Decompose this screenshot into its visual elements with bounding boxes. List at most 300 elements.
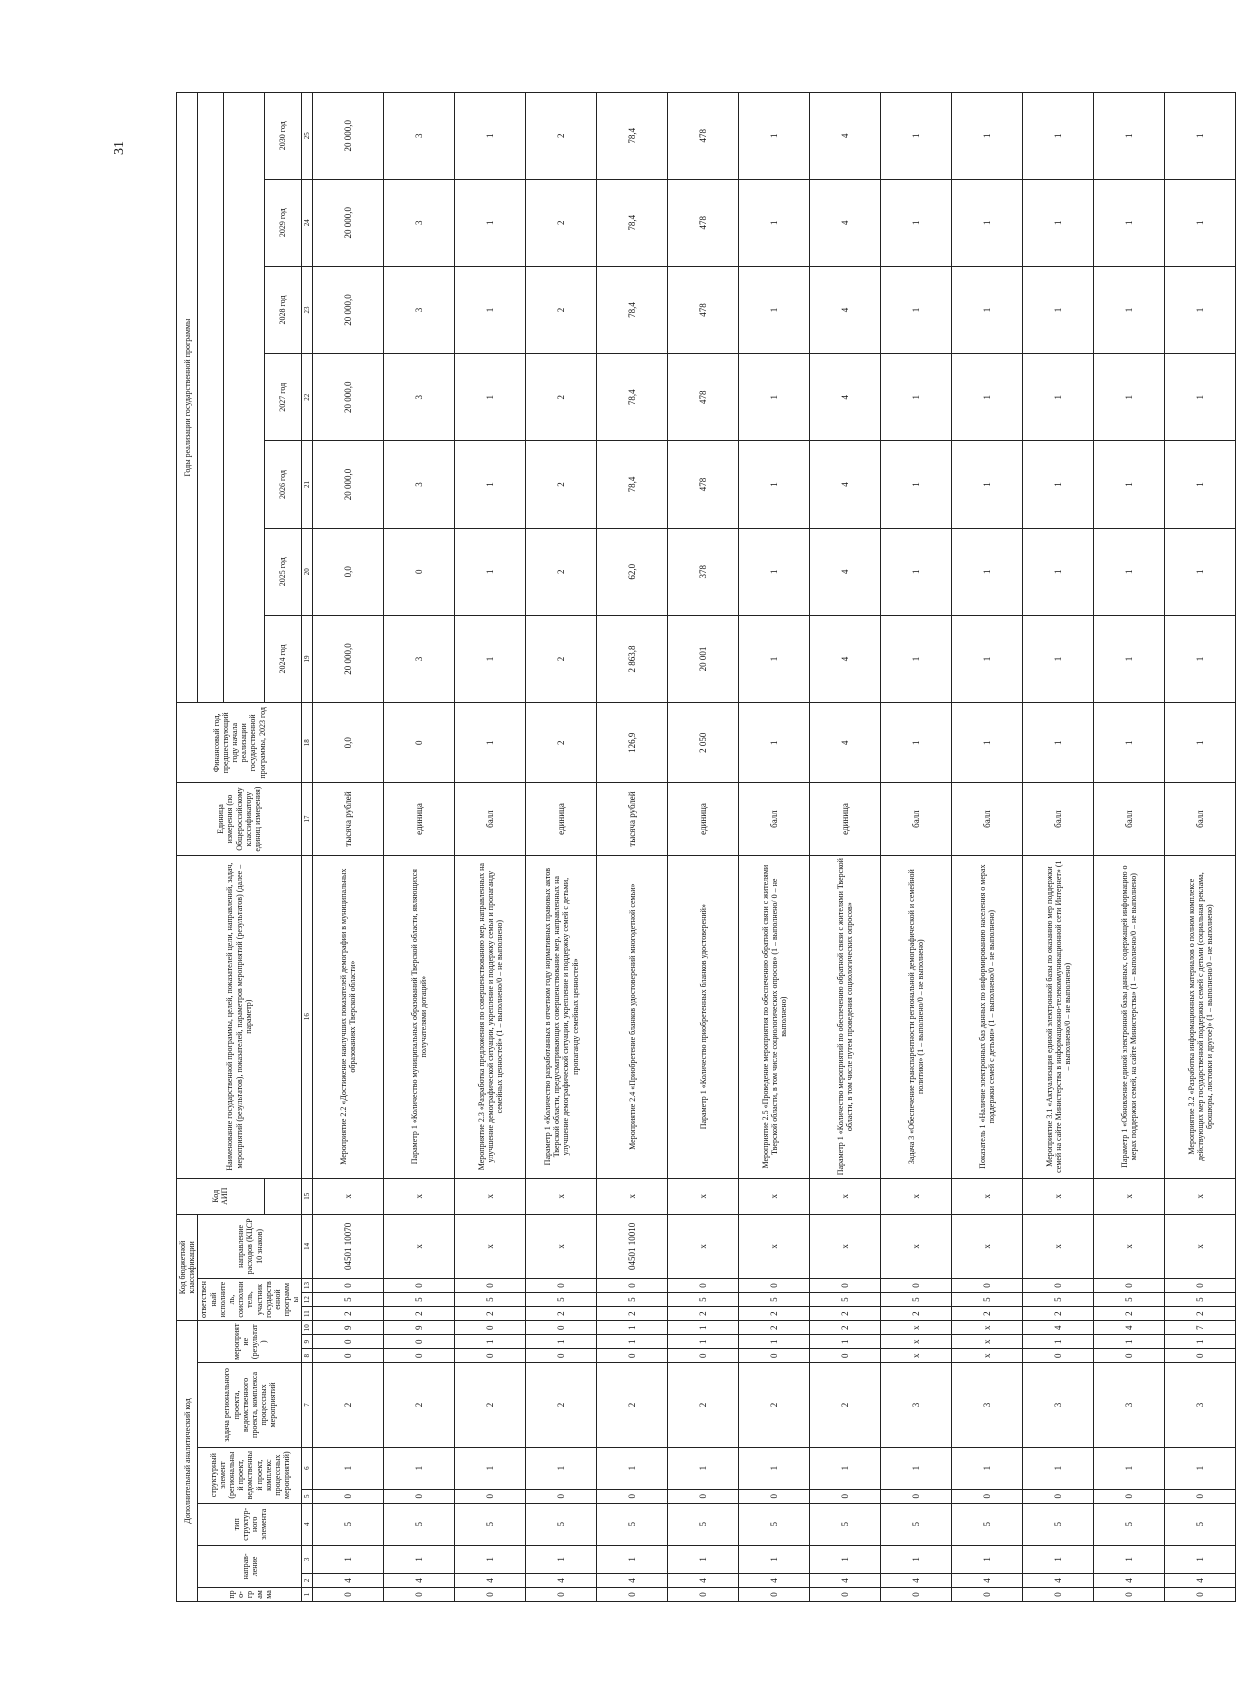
year-value: 1 [1023,266,1094,353]
code-cell: 0 [881,1587,952,1601]
code-cell: 0 [739,1587,810,1601]
code-cell: х [526,1178,597,1214]
page-number: 31 [112,141,127,155]
base-year-value: 1 [881,703,952,783]
code-cell: 0 [313,1349,384,1363]
code-cell: 2 [810,1321,881,1335]
code-cell: 0 [1165,1349,1236,1363]
code-cell: 04501 10010 [597,1214,668,1278]
code-cell: 4 [1094,1321,1165,1335]
code-cell: 1 [455,1335,526,1349]
code-cell: 1 [526,1545,597,1573]
column-number: 8 [302,1349,313,1363]
column-number: 16 [302,855,313,1178]
base-year-value: 2 050 [668,703,739,783]
code-cell: 0 [952,1587,1023,1601]
code-cell: 5 [1023,1503,1094,1545]
column-number: 21 [302,441,313,528]
code-cell: 1 [1094,1447,1165,1489]
table-row [526,93,597,1602]
table-row [455,93,526,1602]
header-fin-year: Финансовый год, предшествующий году начала реализации государственной программы, 2023 год [177,703,302,783]
year-value: 1 [455,354,526,441]
year-value: 2 [526,354,597,441]
year-value: 1 [1023,528,1094,615]
code-cell: 5 [526,1503,597,1545]
column-number: 7 [302,1363,313,1447]
year-value: 1 [881,179,952,266]
column-number: 4 [302,1503,313,1545]
year-value: 1 [739,615,810,702]
table-row [881,93,952,1602]
column-number: 3 [302,1545,313,1573]
item-name: Мероприятие 3.2 «Разработка информационных материалов о полном комплексе действующих мер государственной поддержки семей с детьми (социальная реклама, брошюры, листовки и другое)» (1 – выполнено/0 – не выполнено) [1165,855,1236,1178]
code-cell: 0 [1094,1349,1165,1363]
code-cell: 1 [1094,1335,1165,1349]
year-2027: 2027 год [264,354,302,441]
year-value: 1 [1094,354,1165,441]
year-2030: 2030 год [264,93,302,180]
year-value: 78,4 [597,441,668,528]
code-cell: х [739,1178,810,1214]
code-cell: 1 [313,1447,384,1489]
year-value: 78,4 [597,266,668,353]
table-row [668,93,739,1602]
code-cell: 2 [1165,1307,1236,1321]
code-cell: 2 [384,1363,455,1447]
code-cell: 0 [313,1489,384,1503]
code-cell: 0 [526,1489,597,1503]
code-cell: 1 [1165,1545,1236,1573]
code-cell: х [455,1214,526,1278]
code-cell: 0 [1094,1587,1165,1601]
code-cell: 2 [739,1363,810,1447]
year-value: 78,4 [597,354,668,441]
code-cell: 2 [668,1307,739,1321]
year-value: 1 [739,354,810,441]
unit-cell: балл [952,783,1023,855]
item-name: Мероприятие 2.3 «Разработка предложения по совершенствованию мер, направленных на улучшение демографической ситуации, укрепление и поддержку семьи и пропаганду семейных ценностей» (1 – выполнено/0 – не выполнено) [455,855,526,1178]
base-year-value: 1 [952,703,1023,783]
code-cell: 5 [1165,1503,1236,1545]
item-name: Задача 3 «Обеспечение транспарентности региональной демографической и семейной политики» (1 – выполнено/0 – не выполнено) [881,855,952,1178]
code-cell: 2 [739,1321,810,1335]
code-cell: 0 [384,1587,455,1601]
code-cell: 0 [739,1279,810,1293]
column-number: 10 [302,1321,313,1335]
code-cell: 3 [952,1363,1023,1447]
code-cell: 4 [1023,1321,1094,1335]
year-2026: 2026 год [264,441,302,528]
code-cell: 2 [384,1307,455,1321]
code-cell: 1 [455,1447,526,1489]
code-cell: 0 [1165,1587,1236,1601]
code-cell: 4 [455,1573,526,1587]
column-number-row [302,93,313,1602]
code-cell: х [810,1214,881,1278]
code-cell: х [1094,1214,1165,1278]
code-cell: 0 [455,1489,526,1503]
year-value: 1 [455,441,526,528]
column-number: 19 [302,615,313,702]
code-cell: х [384,1178,455,1214]
code-cell: 1 [739,1545,810,1573]
code-cell: х [952,1335,1023,1349]
code-cell: 2 [810,1363,881,1447]
code-cell: 5 [384,1503,455,1545]
base-year-value: 0 [384,703,455,783]
code-cell: х [384,1214,455,1278]
code-cell: 4 [384,1573,455,1587]
code-cell: х [1165,1178,1236,1214]
column-number: 20 [302,528,313,615]
code-cell: 1 [810,1545,881,1573]
code-cell: х [526,1214,597,1278]
base-year-value: 126,9 [597,703,668,783]
year-value: 4 [810,179,881,266]
code-cell: 5 [952,1293,1023,1307]
code-cell: 5 [739,1503,810,1545]
item-name: Мероприятие 3.1 «Актуализация единой электронной базы по оказанию мер поддержки семей на сайте Министерства в информационно-телекоммуникационной сети Интернет» (1 – выполнено/0 – не выполнено) [1023,855,1094,1178]
code-cell: 0 [1023,1279,1094,1293]
code-cell: 0 [455,1349,526,1363]
year-value: 478 [668,266,739,353]
code-cell: 1 [952,1545,1023,1573]
code-cell: х [1165,1214,1236,1278]
unit-cell: единица [810,783,881,855]
code-cell: 1 [810,1447,881,1489]
year-value: 4 [810,354,881,441]
year-value: 20 001 [668,615,739,702]
header-napravlenie: направ-ление [198,1545,302,1587]
code-cell: 5 [597,1503,668,1545]
year-value: 2 [526,93,597,180]
year-value: 1 [952,179,1023,266]
program-table [176,92,1236,1602]
unit-cell: тысяча рублей [597,783,668,855]
code-cell: 0 [597,1587,668,1601]
base-year-value: 1 [455,703,526,783]
year-value: 0,0 [313,528,384,615]
code-cell: 2 [526,1307,597,1321]
year-value: 20 000,0 [313,354,384,441]
year-value: 4 [810,266,881,353]
year-value: 3 [384,354,455,441]
code-cell: х [952,1349,1023,1363]
year-value: 20 000,0 [313,93,384,180]
year-value: 478 [668,93,739,180]
year-value: 1 [881,266,952,353]
year-value: 1 [952,354,1023,441]
item-name: Мероприятие 2.2 «Достижение наилучших показателей демографии в муниципальных образованиях Тверской области» [313,855,384,1178]
code-cell: х [881,1349,952,1363]
code-cell: 2 [597,1363,668,1447]
year-value: 1 [455,93,526,180]
year-value: 478 [668,354,739,441]
code-cell: 1 [1023,1335,1094,1349]
code-cell: 5 [313,1293,384,1307]
year-value: 1 [1023,441,1094,528]
code-cell: 7 [1165,1321,1236,1335]
code-cell: 0 [1023,1587,1094,1601]
code-cell: 0 [597,1349,668,1363]
code-cell: 1 [384,1447,455,1489]
year-value: 20 000,0 [313,615,384,702]
column-number: 1 [302,1587,313,1601]
code-cell: 1 [668,1335,739,1349]
code-cell: х [952,1178,1023,1214]
code-cell: 1 [952,1447,1023,1489]
year-value: 1 [881,528,952,615]
code-cell: х [668,1214,739,1278]
header-otv: ответственный исполнитель, соисполнитель, участник государственной программы [198,1279,302,1321]
year-2025: 2025 год [264,528,302,615]
code-cell: 0 [1165,1489,1236,1503]
code-cell: 5 [1094,1293,1165,1307]
column-number: 17 [302,783,313,855]
code-cell: 1 [597,1335,668,1349]
code-cell: 4 [1094,1573,1165,1587]
code-cell: 2 [597,1307,668,1321]
year-value: 1 [1023,615,1094,702]
base-year-value: 1 [1023,703,1094,783]
code-cell: 5 [1094,1503,1165,1545]
year-value: 62,0 [597,528,668,615]
column-number: 6 [302,1447,313,1489]
code-cell: 2 [952,1307,1023,1321]
code-cell: 9 [313,1321,384,1335]
year-value: 0 [384,528,455,615]
code-cell: 0 [668,1489,739,1503]
code-cell: 1 [597,1447,668,1489]
year-value: 1 [1165,354,1236,441]
code-cell: 3 [881,1363,952,1447]
year-value: 1 [881,93,952,180]
code-cell: 0 [313,1587,384,1601]
code-cell: 2 [455,1307,526,1321]
year-value: 78,4 [597,179,668,266]
code-cell: 1 [739,1335,810,1349]
code-cell: 1 [526,1335,597,1349]
year-value: 4 [810,615,881,702]
year-value: 1 [1023,179,1094,266]
code-cell: 0 [455,1279,526,1293]
code-cell: х [597,1178,668,1214]
code-cell: 4 [1023,1573,1094,1587]
column-number: 23 [302,266,313,353]
year-value: 1 [881,441,952,528]
code-cell: х [1094,1178,1165,1214]
table-row [1094,93,1165,1602]
table-row [313,93,384,1602]
header-strukt: структурный элемент (региональный проект, ведомственный проект, комплекс процессных мероприятий) [198,1447,302,1503]
code-cell: 3 [1023,1363,1094,1447]
code-cell: х [881,1178,952,1214]
column-number: 14 [302,1214,313,1278]
code-cell: х [1023,1214,1094,1278]
code-cell: 1 [739,1447,810,1489]
column-number: 5 [302,1489,313,1503]
rotated-table-container [176,92,1215,1602]
item-name: Параметр 1 «Количество приобретенных бланков удостоверений» [668,855,739,1178]
year-value: 1 [739,266,810,353]
column-number: 12 [302,1293,313,1307]
code-cell: 2 [739,1307,810,1321]
code-cell: 5 [668,1503,739,1545]
year-value: 2 [526,179,597,266]
code-cell: 5 [526,1293,597,1307]
code-cell: 0 [668,1587,739,1601]
table-row [1023,93,1094,1602]
code-cell: 1 [384,1545,455,1573]
code-cell: 3 [1165,1363,1236,1447]
header-aip: Код АИП [177,1178,265,1214]
year-value: 1 [952,441,1023,528]
code-cell: 4 [1165,1573,1236,1587]
unit-cell: балл [1094,783,1165,855]
unit-cell: единица [526,783,597,855]
column-number: 9 [302,1335,313,1349]
year-value: 1 [739,179,810,266]
header-zadacha: задача регионального проекта, ведомственного проекта, комплекса процессных мероприятий [198,1363,302,1447]
code-cell: х [952,1321,1023,1335]
code-cell: 0 [952,1279,1023,1293]
code-cell: 0 [739,1349,810,1363]
unit-cell: единица [668,783,739,855]
year-value: 1 [1023,354,1094,441]
year-value: 1 [739,93,810,180]
year-2028: 2028 год [264,266,302,353]
code-cell: 0 [526,1349,597,1363]
column-number: 15 [302,1178,313,1214]
table-row [1165,93,1236,1602]
code-cell: 2 [313,1307,384,1321]
year-value: 4 [810,441,881,528]
item-name: Мероприятие 2.5 «Проведение мероприятия по обеспечению обратной связи с жителями Тверской области, в том числе социологических опросов» (1 – выполнено/ 0 – не выполнено) [739,855,810,1178]
code-cell: х [881,1214,952,1278]
year-value: 1 [1023,93,1094,180]
table-row [810,93,881,1602]
code-cell: 1 [1023,1447,1094,1489]
code-cell: 0 [1023,1489,1094,1503]
year-value: 1 [739,528,810,615]
year-value: 3 [384,615,455,702]
code-cell: 1 [1094,1545,1165,1573]
code-cell: 4 [881,1573,952,1587]
code-cell: 4 [810,1573,881,1587]
header-meropr: мероприятие (результат) [198,1321,302,1363]
unit-cell: единица [384,783,455,855]
code-cell: 1 [810,1335,881,1349]
year-value: 1 [952,266,1023,353]
code-cell: 0 [384,1489,455,1503]
column-number: 22 [302,354,313,441]
code-cell: 4 [739,1573,810,1587]
code-cell: х [881,1335,952,1349]
item-name: Параметр 1 «Количество мероприятий по обеспечению обратной связи с жителями Тверской области, в том числе путем проведения социологических опросов» [810,855,881,1178]
code-cell: 1 [668,1321,739,1335]
year-value: 1 [455,528,526,615]
year-value: 1 [1094,441,1165,528]
year-value: 20 000,0 [313,441,384,528]
code-cell: 5 [810,1503,881,1545]
code-cell: 0 [384,1349,455,1363]
code-cell: 0 [668,1349,739,1363]
base-year-value: 0,0 [313,703,384,783]
year-value: 1 [739,441,810,528]
year-value: 1 [1094,266,1165,353]
year-value: 1 [1165,528,1236,615]
year-value: 3 [384,266,455,353]
unit-cell: тысяча рублей [313,783,384,855]
code-cell: 3 [1094,1363,1165,1447]
column-number: 25 [302,93,313,180]
code-cell: 0 [526,1279,597,1293]
code-cell: 1 [313,1545,384,1573]
code-cell: 4 [668,1573,739,1587]
code-cell: 0 [739,1489,810,1503]
code-cell: 0 [597,1279,668,1293]
column-number: 11 [302,1307,313,1321]
table-row [739,93,810,1602]
code-cell: 5 [952,1503,1023,1545]
code-cell: 2 [668,1363,739,1447]
unit-cell: балл [1023,783,1094,855]
header-years-spacer-2 [224,93,265,703]
year-value: 20 000,0 [313,179,384,266]
code-cell: 5 [384,1293,455,1307]
year-value: 1 [1165,93,1236,180]
base-year-value: 2 [526,703,597,783]
code-cell: 1 [1023,1545,1094,1573]
code-cell: 5 [881,1293,952,1307]
table-body [302,93,1236,1602]
code-cell: 5 [739,1293,810,1307]
table-row [952,93,1023,1602]
unit-cell: балл [739,783,810,855]
code-cell: 1 [1165,1447,1236,1489]
code-cell: 5 [597,1293,668,1307]
unit-cell: балл [881,783,952,855]
code-cell: 5 [668,1293,739,1307]
year-value: 2 [526,528,597,615]
year-value: 2 [526,441,597,528]
year-value: 3 [384,93,455,180]
year-value: 478 [668,179,739,266]
code-cell: 0 [526,1321,597,1335]
header-rashod: направление расходов (КЦСР 10 знаков) [198,1214,302,1278]
year-value: 2 [526,266,597,353]
year-value: 1 [1094,528,1165,615]
code-cell: 4 [952,1573,1023,1587]
header-years-spacer [198,93,224,703]
year-value: 1 [881,354,952,441]
year-value: 1 [455,615,526,702]
base-year-value: 1 [1165,703,1236,783]
item-name: Мероприятие 2.4 «Приобретение бланков удостоверений многодетной семьи» [597,855,668,1178]
code-cell: 0 [313,1335,384,1349]
code-cell: 0 [455,1321,526,1335]
item-name: Параметр 1 «Обновление единой электронной базы данных, содержащей информацию о мерах поддержки семей, на сайте Министерства» (1 – выполнено/0 – не выполнено) [1094,855,1165,1178]
code-cell: 1 [455,1545,526,1573]
header-kbk: Код бюджетной классификации [177,1214,198,1320]
code-cell: 4 [526,1573,597,1587]
code-cell: 0 [597,1489,668,1503]
code-cell: 2 [455,1363,526,1447]
code-cell: 0 [313,1279,384,1293]
item-name: Параметр 1 «Количество разработанных в отчетном году нормативных правовых актов Тверской области, предусматривающих совершенствование мер, направленных на улучшение демографической ситуации, укрепление и поддержку семей с детьми, пропаганду семейных ценностей» [526,855,597,1178]
year-value: 478 [668,441,739,528]
